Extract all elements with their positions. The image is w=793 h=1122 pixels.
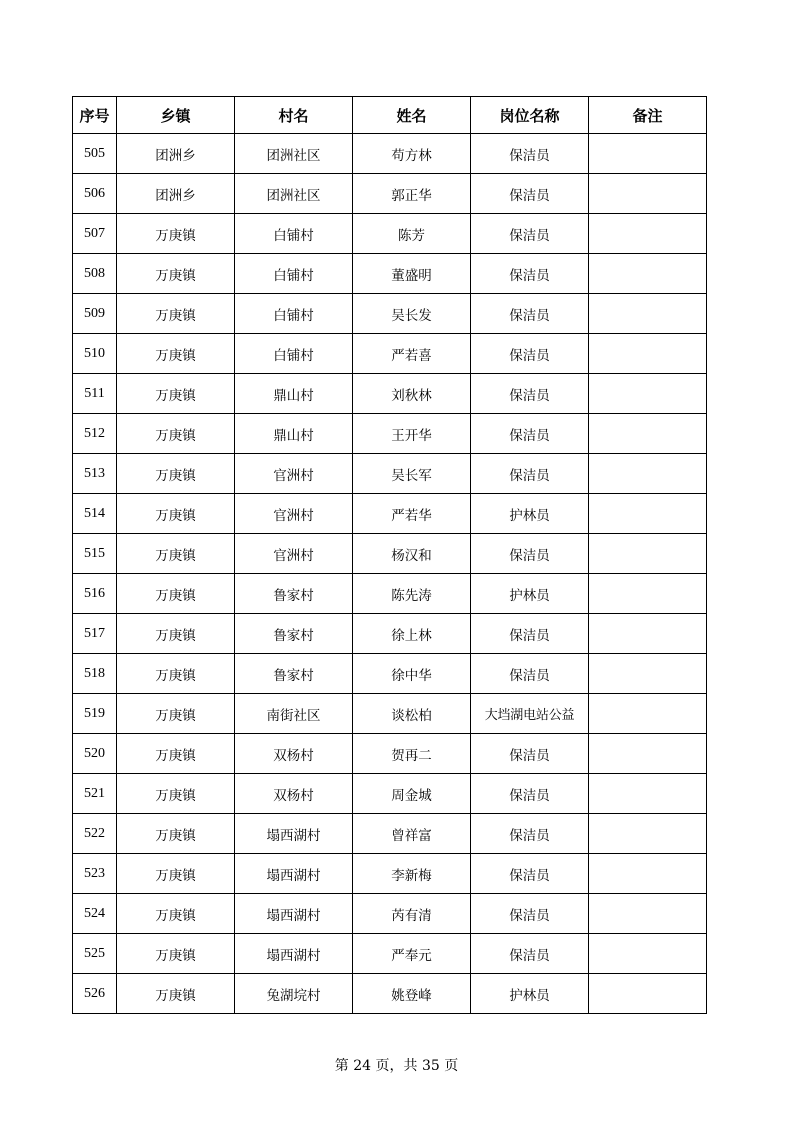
table-row	[73, 894, 707, 934]
cell-township: 万庚镇	[117, 774, 235, 814]
header-position: 岗位名称	[471, 97, 589, 134]
cell-township: 万庚镇	[117, 814, 235, 854]
cell-township: 万庚镇	[117, 214, 235, 254]
cell-remarks	[589, 574, 707, 614]
cell-position: 保洁员	[471, 734, 589, 774]
cell-village: 塌西湖村	[235, 814, 353, 854]
cell-index: 523	[73, 854, 117, 894]
cell-village: 鼎山村	[235, 414, 353, 454]
cell-remarks	[589, 454, 707, 494]
cell-village: 鲁家村	[235, 614, 353, 654]
cell-name: 严奉元	[353, 934, 471, 974]
cell-position: 护林员	[471, 974, 589, 1014]
cell-index: 510	[73, 334, 117, 374]
cell-position: 保洁员	[471, 294, 589, 334]
cell-index: 512	[73, 414, 117, 454]
cell-village: 官洲村	[235, 494, 353, 534]
cell-remarks	[589, 614, 707, 654]
cell-position: 护林员	[471, 494, 589, 534]
cell-village: 塌西湖村	[235, 854, 353, 894]
table-row	[73, 774, 707, 814]
cell-name: 杨汉和	[353, 534, 471, 574]
cell-index: 515	[73, 534, 117, 574]
header-village: 村名	[235, 97, 353, 134]
cell-position: 保洁员	[471, 934, 589, 974]
cell-village: 白铺村	[235, 254, 353, 294]
cell-index: 516	[73, 574, 117, 614]
cell-township: 万庚镇	[117, 454, 235, 494]
table-row	[73, 134, 707, 174]
cell-township: 万庚镇	[117, 534, 235, 574]
table-row	[73, 734, 707, 774]
cell-index: 522	[73, 814, 117, 854]
cell-remarks	[589, 654, 707, 694]
cell-position: 保洁员	[471, 374, 589, 414]
cell-position: 保洁员	[471, 814, 589, 854]
cell-name: 李新梅	[353, 854, 471, 894]
cell-township: 万庚镇	[117, 654, 235, 694]
cell-remarks	[589, 934, 707, 974]
cell-position: 大垱湖电站公益	[471, 694, 589, 734]
cell-remarks	[589, 174, 707, 214]
cell-remarks	[589, 414, 707, 454]
cell-village: 白铺村	[235, 214, 353, 254]
header-remarks: 备注	[589, 97, 707, 134]
table-row	[73, 454, 707, 494]
cell-name: 苟方林	[353, 134, 471, 174]
cell-position: 保洁员	[471, 214, 589, 254]
cell-township: 万庚镇	[117, 934, 235, 974]
cell-village: 塌西湖村	[235, 934, 353, 974]
cell-position: 保洁员	[471, 894, 589, 934]
cell-name: 陈先涛	[353, 574, 471, 614]
cell-name: 谈松柏	[353, 694, 471, 734]
table-row	[73, 174, 707, 214]
cell-index: 508	[73, 254, 117, 294]
cell-village: 官洲村	[235, 534, 353, 574]
cell-index: 521	[73, 774, 117, 814]
header-township: 乡镇	[117, 97, 235, 134]
cell-index: 511	[73, 374, 117, 414]
cell-name: 严若喜	[353, 334, 471, 374]
cell-index: 514	[73, 494, 117, 534]
table-row	[73, 294, 707, 334]
cell-remarks	[589, 214, 707, 254]
table-row	[73, 414, 707, 454]
cell-township: 万庚镇	[117, 574, 235, 614]
table-row	[73, 614, 707, 654]
cell-position: 保洁员	[471, 134, 589, 174]
cell-position: 保洁员	[471, 454, 589, 494]
table-row	[73, 854, 707, 894]
cell-remarks	[589, 294, 707, 334]
header-name: 姓名	[353, 97, 471, 134]
cell-township: 万庚镇	[117, 294, 235, 334]
cell-position: 保洁员	[471, 254, 589, 294]
cell-name: 吴长军	[353, 454, 471, 494]
cell-position: 保洁员	[471, 614, 589, 654]
cell-village: 塌西湖村	[235, 894, 353, 934]
cell-index: 526	[73, 974, 117, 1014]
cell-village: 鲁家村	[235, 574, 353, 614]
cell-name: 贺再二	[353, 734, 471, 774]
cell-township: 团洲乡	[117, 134, 235, 174]
cell-village: 团洲社区	[235, 174, 353, 214]
cell-township: 万庚镇	[117, 694, 235, 734]
cell-remarks	[589, 374, 707, 414]
cell-village: 白铺村	[235, 334, 353, 374]
cell-remarks	[589, 534, 707, 574]
cell-township: 团洲乡	[117, 174, 235, 214]
cell-name: 董盛明	[353, 254, 471, 294]
cell-name: 徐中华	[353, 654, 471, 694]
cell-name: 王开华	[353, 414, 471, 454]
cell-name: 徐上林	[353, 614, 471, 654]
cell-index: 506	[73, 174, 117, 214]
table-row	[73, 654, 707, 694]
cell-index: 513	[73, 454, 117, 494]
cell-remarks	[589, 854, 707, 894]
cell-village: 团洲社区	[235, 134, 353, 174]
cell-remarks	[589, 894, 707, 934]
cell-township: 万庚镇	[117, 974, 235, 1014]
table-row	[73, 494, 707, 534]
cell-village: 南街社区	[235, 694, 353, 734]
roster-table	[72, 96, 707, 1014]
table-row	[73, 214, 707, 254]
cell-name: 曾祥富	[353, 814, 471, 854]
cell-name: 姚登峰	[353, 974, 471, 1014]
table-row	[73, 534, 707, 574]
cell-position: 保洁员	[471, 414, 589, 454]
cell-township: 万庚镇	[117, 734, 235, 774]
cell-township: 万庚镇	[117, 254, 235, 294]
cell-remarks	[589, 134, 707, 174]
table-row	[73, 574, 707, 614]
cell-name: 严若华	[353, 494, 471, 534]
cell-index: 524	[73, 894, 117, 934]
cell-village: 鼎山村	[235, 374, 353, 414]
cell-remarks	[589, 974, 707, 1014]
cell-remarks	[589, 254, 707, 294]
cell-position: 保洁员	[471, 534, 589, 574]
cell-township: 万庚镇	[117, 614, 235, 654]
cell-name: 芮有清	[353, 894, 471, 934]
cell-index: 505	[73, 134, 117, 174]
cell-remarks	[589, 814, 707, 854]
cell-village: 双杨村	[235, 734, 353, 774]
cell-village: 鲁家村	[235, 654, 353, 694]
cell-name: 刘秋林	[353, 374, 471, 414]
table-row	[73, 694, 707, 734]
cell-position: 保洁员	[471, 334, 589, 374]
table-row	[73, 254, 707, 294]
cell-remarks	[589, 334, 707, 374]
cell-village: 双杨村	[235, 774, 353, 814]
cell-township: 万庚镇	[117, 334, 235, 374]
cell-township: 万庚镇	[117, 414, 235, 454]
cell-index: 519	[73, 694, 117, 734]
cell-position: 保洁员	[471, 854, 589, 894]
cell-index: 518	[73, 654, 117, 694]
cell-village: 官洲村	[235, 454, 353, 494]
cell-name: 郭正华	[353, 174, 471, 214]
cell-township: 万庚镇	[117, 854, 235, 894]
table-row	[73, 334, 707, 374]
table-row	[73, 374, 707, 414]
cell-name: 陈芳	[353, 214, 471, 254]
header-index: 序号	[73, 97, 117, 134]
cell-position: 护林员	[471, 574, 589, 614]
cell-index: 525	[73, 934, 117, 974]
cell-remarks	[589, 734, 707, 774]
cell-position: 保洁员	[471, 774, 589, 814]
cell-name: 吴长发	[353, 294, 471, 334]
cell-township: 万庚镇	[117, 494, 235, 534]
cell-position: 保洁员	[471, 174, 589, 214]
page-footer: 第 24 页，共 35 页	[334, 1058, 459, 1074]
cell-village: 兔湖垸村	[235, 974, 353, 1014]
table-row	[73, 974, 707, 1014]
cell-index: 509	[73, 294, 117, 334]
cell-name: 周金城	[353, 774, 471, 814]
cell-remarks	[589, 774, 707, 814]
table-header-row	[73, 97, 707, 134]
cell-index: 507	[73, 214, 117, 254]
cell-index: 520	[73, 734, 117, 774]
cell-township: 万庚镇	[117, 374, 235, 414]
cell-village: 白铺村	[235, 294, 353, 334]
table-row	[73, 814, 707, 854]
cell-position: 保洁员	[471, 654, 589, 694]
cell-index: 517	[73, 614, 117, 654]
cell-remarks	[589, 694, 707, 734]
table-row	[73, 934, 707, 974]
cell-remarks	[589, 494, 707, 534]
cell-township: 万庚镇	[117, 894, 235, 934]
